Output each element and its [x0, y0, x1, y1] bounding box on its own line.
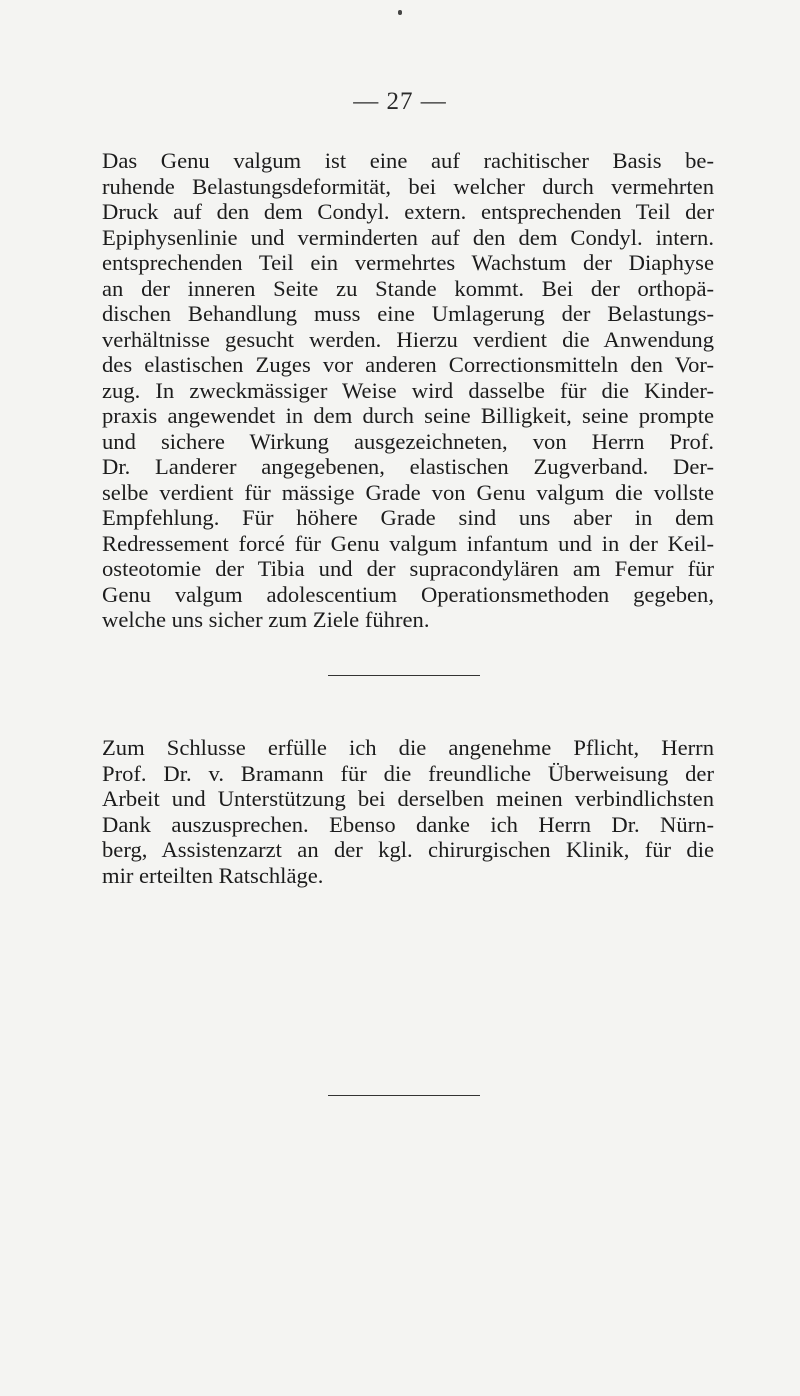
text-line: entsprechenden Teil ein vermehrtes Wachstum der Diaphyse — [102, 250, 714, 275]
text-line: verhältnisse gesucht werden. Hierzu verdient die Anwendung — [102, 326, 714, 352]
text-line: welche uns sicher zum Ziele führen. — [102, 607, 430, 632]
print-speck — [398, 10, 402, 15]
text-line: dischen Behandlung muss eine Umlagerung der Belastungs- — [102, 301, 714, 326]
text-line: und sichere Wirkung ausgezeichneten, von Herrn Prof. — [102, 428, 714, 454]
text-line: Druck auf den dem Condyl. extern. entsprechenden Teil der — [102, 199, 714, 224]
text-line: praxis angewendet in dem durch seine Billigkeit, seine prompte — [102, 403, 714, 428]
text-line: Prof. Dr. v. Bramann für die freundliche Überweisung der — [102, 760, 714, 786]
paragraph-genu-valgum — [102, 148, 714, 633]
text-line: Dr. Landerer angegebenen, elastischen Zugverband. Der- — [102, 454, 714, 479]
text-line: Redressement forcé für Genu valgum infantum und in der Keil- — [102, 530, 714, 556]
text-line: Empfehlung. Für höhere Grade sind uns aber in dem — [102, 505, 714, 530]
text-line: an der inneren Seite zu Stande kommt. Bei der orthopä- — [102, 275, 714, 301]
text-line: osteotomie der Tibia und der supracondylären am Femur für — [102, 556, 714, 581]
end-divider — [328, 1095, 480, 1096]
text-line: Zum Schlusse erfülle ich die angenehme Pflicht, Herrn — [102, 735, 714, 760]
text-line: Dank auszusprechen. Ebenso danke ich Herrn Dr. Nürn- — [102, 811, 714, 837]
text-line: zug. In zweckmässiger Weise wird dasselbe für die Kinder- — [102, 377, 714, 403]
text-line: ruhende Belastungsdeformität, bei welcher durch vermehrten — [102, 173, 714, 199]
page-number: — 27 — — [353, 88, 447, 115]
paragraph-acknowledgement — [102, 735, 714, 888]
text-line: Epiphysenlinie und verminderten auf den dem Condyl. intern. — [102, 224, 714, 250]
section-divider — [328, 675, 480, 676]
text-line: Genu valgum adolescentium Operationsmethoden gegeben, — [102, 581, 714, 607]
text-line: selbe verdient für mässige Grade von Genu valgum die vollste — [102, 479, 714, 505]
text-line: des elastischen Zuges vor anderen Correctionsmitteln den Vor- — [102, 352, 714, 377]
text-line: berg, Assistenzarzt an der kgl. chirurgischen Klinik, für die — [102, 837, 714, 862]
text-line: Das Genu valgum ist eine auf rachitischer Basis be- — [102, 148, 714, 173]
text-line: Arbeit und Unterstützung bei derselben meinen verbindlichsten — [102, 786, 714, 811]
text-line: mir erteilten Ratschläge. — [102, 862, 324, 888]
